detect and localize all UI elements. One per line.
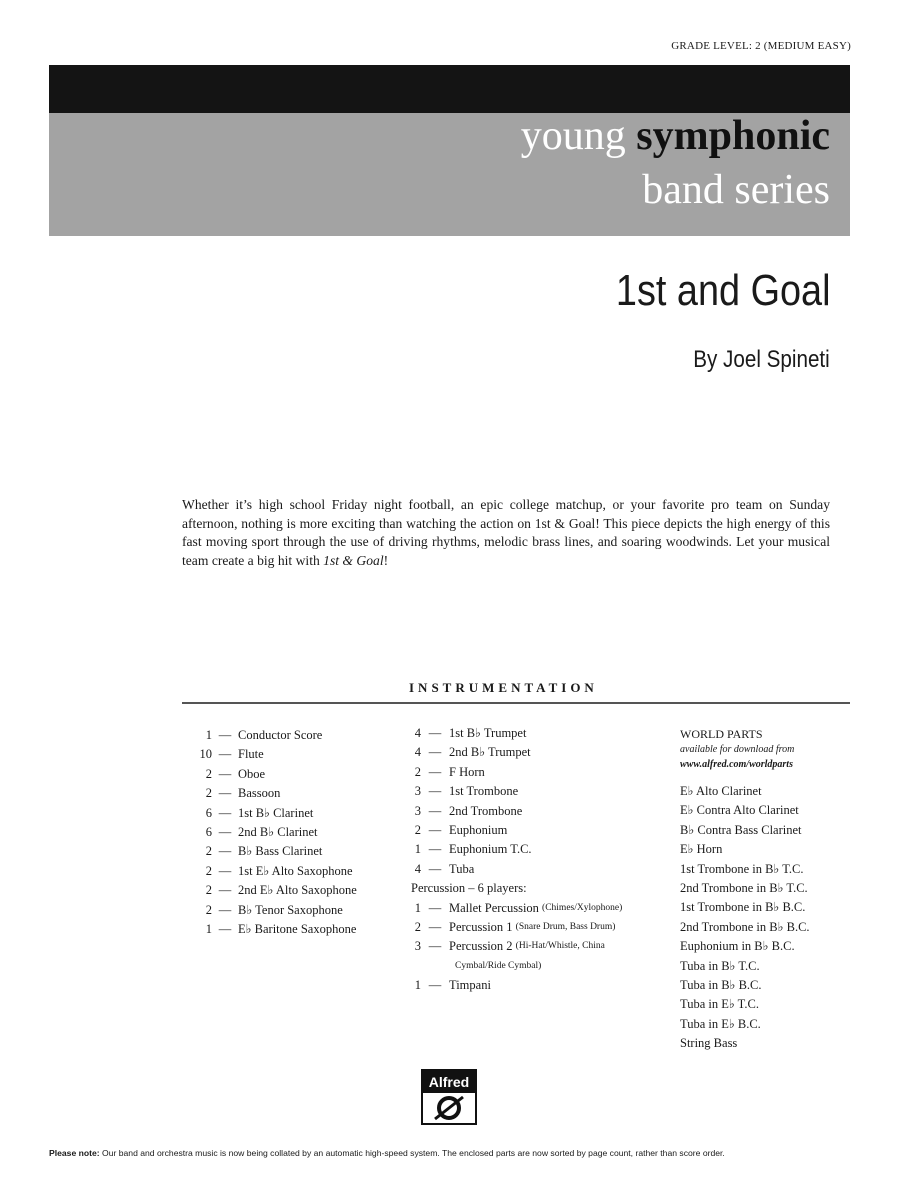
- dash-separator: —: [428, 842, 442, 857]
- dash-separator: —: [218, 747, 232, 762]
- world-part-item: E♭ Horn: [680, 842, 723, 857]
- percussion-quantity: 3: [414, 939, 421, 954]
- instrument-quantity: 2: [205, 786, 212, 801]
- instrument-name: Flute: [238, 747, 264, 762]
- instrument-quantity: 2: [205, 844, 212, 859]
- instrument-row: [411, 782, 671, 801]
- world-part-item: Tuba in E♭ T.C.: [680, 997, 759, 1012]
- percussion-row: [411, 937, 671, 956]
- dash-separator: —: [218, 825, 232, 840]
- instrument-row: [192, 862, 407, 881]
- instrument-name: Bassoon: [238, 786, 281, 801]
- instrument-row: [411, 840, 671, 859]
- instrument-quantity: 2: [414, 823, 421, 838]
- dash-separator: —: [218, 922, 232, 937]
- instrument-row: [192, 901, 407, 920]
- instrument-quantity: 6: [205, 805, 212, 820]
- world-part-item: Tuba in B♭ T.C.: [680, 958, 760, 973]
- dash-separator: —: [218, 883, 232, 898]
- percussion-name: Percussion 1: [449, 920, 513, 935]
- instrument-quantity: 4: [414, 726, 421, 740]
- world-parts-title: WORLD PARTS: [680, 727, 763, 741]
- instrument-row: [192, 881, 407, 900]
- instrument-row: [192, 823, 407, 842]
- instrument-row: [192, 804, 407, 823]
- instrument-column-woodwinds: [192, 726, 407, 939]
- world-part-item: Euphonium in B♭ B.C.: [680, 939, 795, 954]
- percussion-quantity: 1: [414, 900, 421, 915]
- world-part-item: 1st Trombone in B♭ T.C.: [680, 861, 804, 876]
- description-italic-title: 1st & Goal: [323, 552, 384, 568]
- percussion-name: Timpani: [449, 978, 491, 993]
- world-part-item: Tuba in B♭ B.C.: [680, 978, 762, 993]
- percussion-heading: Percussion – 6 players:: [411, 881, 527, 896]
- percussion-detail: (Snare Drum, Bass Drum): [515, 922, 616, 933]
- dash-separator: —: [428, 920, 442, 935]
- instrument-quantity: 3: [414, 803, 421, 818]
- footer-note-text: Our band and orchestra music is now being collated by an automatic high-speed system. The enclosed parts are now sorted by page count, rather than score order.: [99, 1148, 725, 1158]
- percussion-row: [411, 976, 671, 995]
- dash-separator: —: [428, 978, 442, 993]
- instrument-quantity: 10: [199, 747, 212, 762]
- instrument-name: B♭ Tenor Saxophone: [238, 902, 343, 917]
- world-part-item: 2nd Trombone in B♭ B.C.: [680, 919, 810, 934]
- world-parts-url: www.alfred.com/worldparts: [680, 759, 793, 770]
- dash-separator: —: [218, 786, 232, 801]
- series-word-young: young: [520, 113, 626, 159]
- percussion-row: [411, 899, 671, 918]
- world-part-item: B♭ Contra Bass Clarinet: [680, 822, 802, 837]
- percussion-name: Mallet Percussion: [449, 900, 539, 915]
- instrument-quantity: 2: [205, 766, 212, 781]
- instrument-name: Euphonium: [449, 823, 508, 838]
- instrument-name: 1st Trombone: [449, 784, 519, 799]
- instrument-quantity: 3: [414, 784, 421, 799]
- composer-credit: By Joel Spineti: [693, 346, 830, 373]
- instrument-name: Conductor Score: [238, 728, 323, 742]
- description-end: !: [383, 552, 389, 568]
- instrument-quantity: 1: [205, 728, 212, 742]
- percussion-detail-continued: Cymbal/Ride Cymbal): [455, 960, 542, 971]
- instrument-name: 2nd B♭ Trumpet: [449, 745, 531, 760]
- instrument-quantity: 1: [414, 842, 421, 857]
- world-part-item: 2nd Trombone in B♭ T.C.: [680, 881, 808, 896]
- instrument-row: [411, 860, 671, 879]
- alfred-logo-mark-icon: [423, 1093, 475, 1123]
- dash-separator: —: [428, 939, 442, 954]
- instrument-row: [411, 763, 671, 782]
- alfred-logo-text: Alfred: [423, 1071, 475, 1093]
- dash-separator: —: [218, 766, 232, 781]
- instrument-name: 1st B♭ Clarinet: [238, 805, 314, 820]
- instrument-name: E♭ Baritone Saxophone: [238, 922, 357, 937]
- series-title-line1: [521, 113, 830, 159]
- instrumentation-heading: INSTRUMENTATION: [409, 680, 598, 695]
- piece-title: 1st and Goal: [615, 266, 830, 315]
- instrument-quantity: 4: [414, 861, 421, 876]
- dash-separator: —: [428, 745, 442, 760]
- instrument-row: [192, 842, 407, 861]
- instrument-row: [192, 726, 407, 745]
- instrument-name: Tuba: [449, 861, 475, 876]
- world-part-item: 1st Trombone in B♭ B.C.: [680, 900, 806, 915]
- instrument-row: [192, 765, 407, 784]
- series-banner: [49, 113, 850, 236]
- dash-separator: —: [218, 728, 232, 742]
- instrument-name: 1st E♭ Alto Saxophone: [238, 863, 353, 878]
- header-banner-bar: [49, 65, 850, 113]
- dash-separator: —: [218, 863, 232, 878]
- instrument-name: 2nd Trombone: [449, 803, 523, 818]
- instrument-row: [411, 743, 671, 762]
- world-parts-column: [680, 727, 850, 1054]
- world-part-item: String Bass: [680, 1036, 738, 1051]
- alfred-logo: [421, 1069, 477, 1125]
- dash-separator: —: [218, 805, 232, 820]
- dash-separator: —: [428, 823, 442, 838]
- description-text: Whether it’s high school Friday night football, an epic college matchup, or your favorite pro team on Sunday afternoon, nothing is more exciting than watching the action on 1st & Goal! This piece depicts the high energy of this fast moving sport through the use of driving rhythms, melodic brass lines, and soaring woodwinds. Let your musical team create a big hit with: [182, 497, 830, 568]
- instrument-quantity: 2: [414, 764, 421, 779]
- instrument-quantity: 2: [205, 863, 212, 878]
- instrument-row: [411, 802, 671, 821]
- instrument-quantity: 4: [414, 745, 421, 760]
- percussion-name: Percussion 2: [449, 939, 513, 954]
- instrument-row: [192, 784, 407, 803]
- series-title-line2: band series: [642, 167, 830, 213]
- instrument-quantity: 1: [205, 922, 212, 937]
- instrument-name: B♭ Bass Clarinet: [238, 844, 323, 859]
- dash-separator: —: [428, 803, 442, 818]
- dash-separator: —: [428, 900, 442, 915]
- instrumentation-divider: [182, 702, 850, 704]
- piece-description: [182, 496, 830, 570]
- percussion-quantity: 1: [414, 978, 421, 993]
- footer-note-label: Please note:: [49, 1148, 100, 1158]
- percussion-detail: (Chimes/Xylophone): [542, 902, 623, 913]
- instrument-row: [411, 724, 671, 743]
- instrument-quantity: 2: [205, 883, 212, 898]
- dash-separator: —: [218, 844, 232, 859]
- dash-separator: —: [428, 784, 442, 799]
- series-word-symphonic: symphonic: [636, 113, 830, 159]
- world-part-item: Tuba in E♭ B.C.: [680, 1016, 761, 1031]
- dash-separator: —: [218, 902, 232, 917]
- instrument-quantity: 2: [205, 902, 212, 917]
- dash-separator: —: [428, 726, 442, 740]
- instrument-name: 2nd B♭ Clarinet: [238, 825, 318, 840]
- instrument-name: Oboe: [238, 766, 266, 781]
- instrument-row: [192, 745, 407, 764]
- footer-note: [49, 1148, 851, 1158]
- instrument-name: Euphonium T.C.: [449, 842, 532, 857]
- instrument-name: 1st B♭ Trumpet: [449, 726, 527, 740]
- world-part-item: E♭ Alto Clarinet: [680, 784, 762, 798]
- instrument-quantity: 6: [205, 825, 212, 840]
- grade-level: GRADE LEVEL: 2 (MEDIUM EASY): [671, 40, 851, 52]
- world-parts-note: available for download from: [680, 744, 795, 755]
- percussion-quantity: 2: [414, 920, 421, 935]
- instrument-row: [411, 821, 671, 840]
- instrument-name: F Horn: [449, 764, 485, 779]
- dash-separator: —: [428, 764, 442, 779]
- percussion-row: [411, 918, 671, 937]
- instrument-column-brass-percussion: [411, 724, 671, 996]
- percussion-detail: (Hi-Hat/Whistle, China: [515, 941, 605, 952]
- dash-separator: —: [428, 861, 442, 876]
- instrument-name: 2nd E♭ Alto Saxophone: [238, 883, 357, 898]
- world-part-item: E♭ Contra Alto Clarinet: [680, 803, 799, 818]
- instrument-row: [192, 920, 407, 939]
